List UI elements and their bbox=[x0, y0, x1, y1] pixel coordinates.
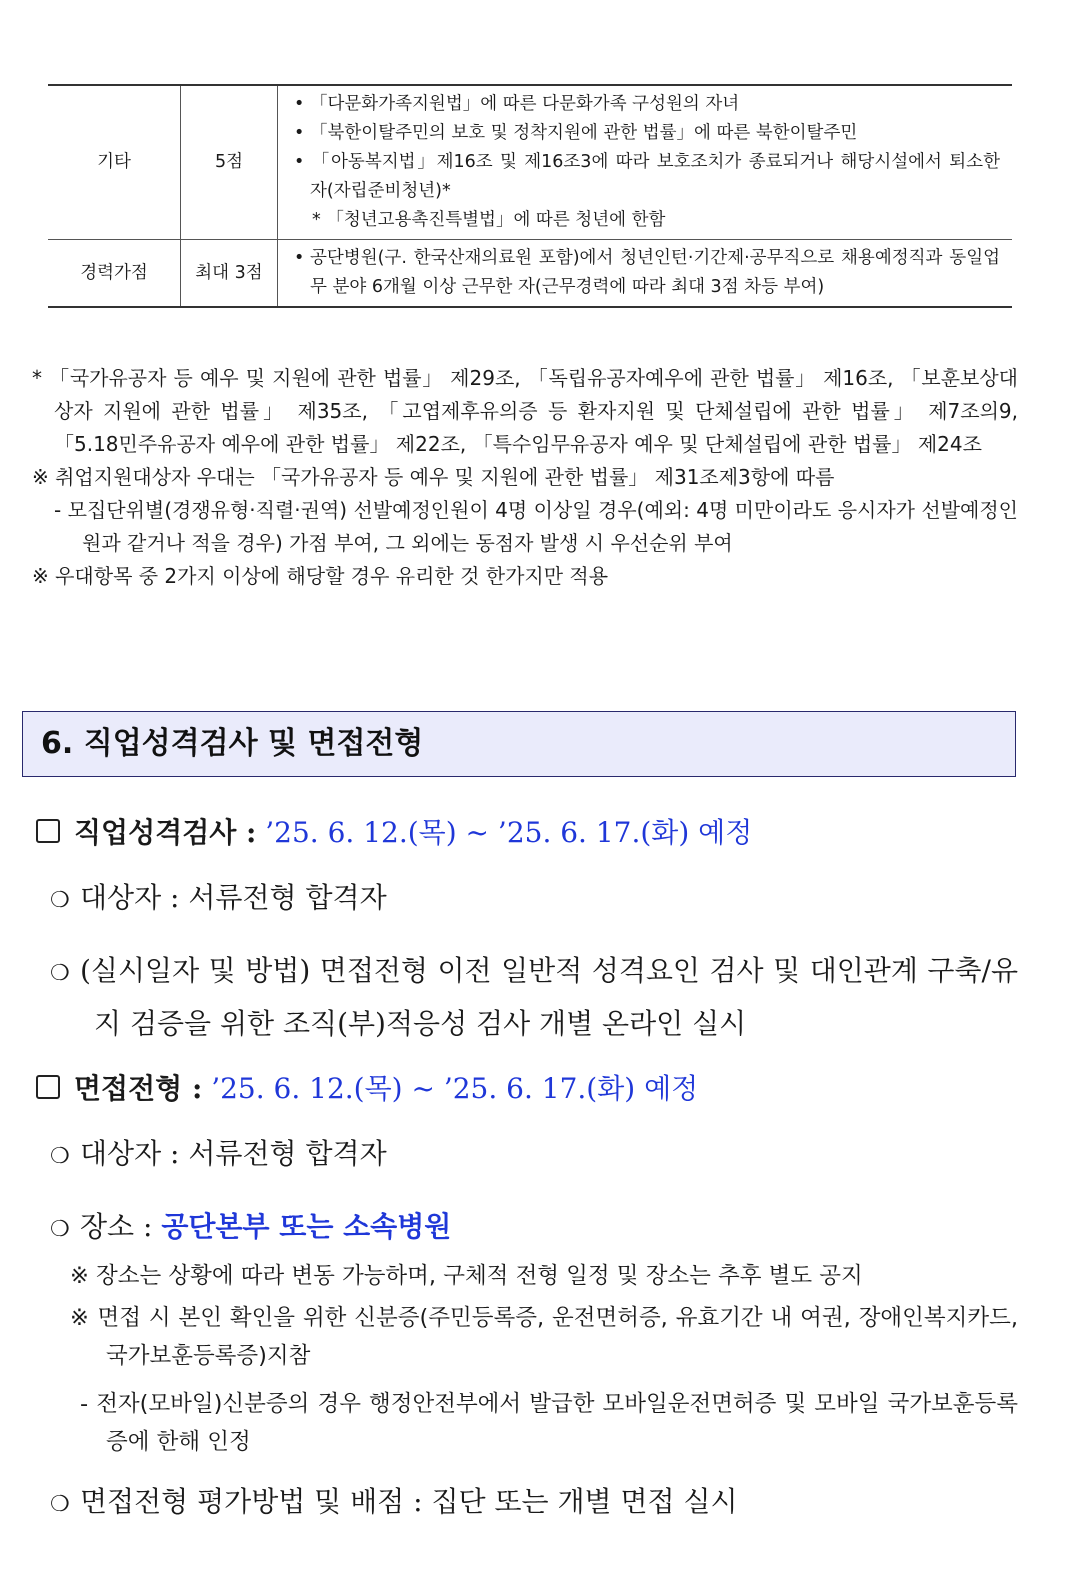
note: ※ 면접 시 본인 확인을 위한 신분증(주민등록증, 운전면허증, 유효기간 내 여권, 장애인복지카드, 국가보훈등록증)지참 bbox=[70, 1305, 1018, 1369]
interview-date: ’25. 6. 12.(목) ~ ’25. 6. 17.(화) 예정 bbox=[211, 1072, 699, 1105]
criteria-cell bbox=[278, 85, 1013, 240]
note: ※ 장소는 상황에 따라 변동 가능하며, 구체적 전형 일정 및 장소는 추후 별도 공지 bbox=[70, 1263, 863, 1289]
aptitude-heading bbox=[36, 805, 1018, 861]
criteria-item: • 「북한이탈주민의 보호 및 정착지원에 관한 법률」에 따른 북한이탈주민 bbox=[288, 119, 1000, 148]
place-value: 공단본부 또는 소속병원 bbox=[161, 1210, 452, 1243]
interview-heading bbox=[36, 1061, 1018, 1117]
note-dash: - 전자(모바일)신분증의 경우 행정안전부에서 발급한 모바일운전면허증 및 모바일 국가보훈등록증에 한해 인정 bbox=[80, 1391, 1018, 1455]
aptitude-label: 직업성격검사 : bbox=[74, 816, 257, 849]
criteria-item: • 「다문화가족지원법」에 따른 다문화가족 구성원의 자녀 bbox=[288, 90, 1000, 119]
score-cell: 최대 3점 bbox=[181, 240, 278, 308]
preference-score-table bbox=[48, 84, 1012, 308]
list-item: ❍ 대상자 : 서류전형 합격자 bbox=[36, 873, 1018, 926]
list-item bbox=[36, 1202, 1018, 1255]
score-cell: 5점 bbox=[181, 85, 278, 240]
list-item: ❍ 면접전형 평가방법 및 배점 : 집단 또는 개별 면접 실시 bbox=[36, 1477, 1018, 1530]
criteria-item: • 「아동복지법」제16조 및 제16조3에 따라 보호조치가 종료되거나 해당시설에서 퇴소한 자(자립준비청년)* bbox=[288, 148, 1000, 206]
circle-outline-icon: ❍ bbox=[50, 1217, 70, 1242]
circle-outline-icon: ❍ bbox=[50, 961, 70, 986]
interview-label: 면접전형 : bbox=[74, 1072, 203, 1105]
criteria-sub-note: * 「청년고용촉진특별법」에 따른 청년에 한함 bbox=[312, 210, 666, 230]
table-row bbox=[48, 240, 1012, 308]
section-body bbox=[36, 805, 1018, 1530]
square-outline-icon bbox=[36, 1075, 60, 1099]
square-outline-icon bbox=[36, 819, 60, 843]
footnote: * 「국가유공자 등 예우 및 지원에 관한 법률」 제29조, 「독립유공자예우에 관한 법률」 제16조, 「보훈보상대상자 지원에 관한 법률」 제35조, 「고엽제후유의증 등 환자지원 및 단체설립에 관한 법률」 제7조의9, 「5.18민주유공자 예우에 관한 법률」 제22조, 「특수임무유공자 예우 및 단체설립에 관한 법률」 제24조 bbox=[32, 366, 1018, 456]
circle-outline-icon: ❍ bbox=[50, 1144, 70, 1169]
note-dash: - 모집단위별(경쟁유형·직렬·권역) 선발예정인원이 4명 이상일 경우(예외: 4명 미만이라도 응시자가 선발예정인원과 같거나 적을 경우) 가점 부여, 그 외에는 동점자 발생 시 우선순위 부여 bbox=[54, 498, 1018, 555]
note: ※ 우대항목 중 2가지 이상에 해당할 경우 유리한 것 한가지만 적용 bbox=[32, 564, 609, 588]
circle-outline-icon: ❍ bbox=[50, 1492, 70, 1517]
criteria-cell bbox=[278, 240, 1013, 308]
category-cell: 경력가점 bbox=[48, 240, 181, 308]
notes-block bbox=[32, 362, 1018, 593]
table-row bbox=[48, 85, 1012, 240]
list-item: ❍ 대상자 : 서류전형 합격자 bbox=[36, 1129, 1018, 1182]
criteria-item: • 공단병원(구. 한국산재의료원 포함)에서 청년인턴·기간제·공무직으로 채용예정직과 동일업무 분야 6개월 이상 근무한 자(근무경력에 따라 최대 3점 차등 부여) bbox=[288, 244, 1000, 302]
place-label: 장소 : bbox=[80, 1210, 153, 1243]
aptitude-date: ’25. 6. 12.(목) ~ ’25. 6. 17.(화) 예정 bbox=[265, 816, 753, 849]
list-item: ❍ (실시일자 및 방법) 면접전형 이전 일반적 성격요인 검사 및 대인관계 구축/유지 검증을 위한 조직(부)적응성 검사 개별 온라인 실시 bbox=[36, 946, 1018, 1049]
section-title: 6. 직업성격검사 및 면접전형 bbox=[22, 711, 1016, 777]
circle-outline-icon: ❍ bbox=[50, 888, 70, 913]
category-cell: 기타 bbox=[48, 85, 181, 240]
note: ※ 취업지원대상자 우대는 「국가유공자 등 예우 및 지원에 관한 법률」 제31조제3항에 따름 bbox=[32, 465, 835, 489]
